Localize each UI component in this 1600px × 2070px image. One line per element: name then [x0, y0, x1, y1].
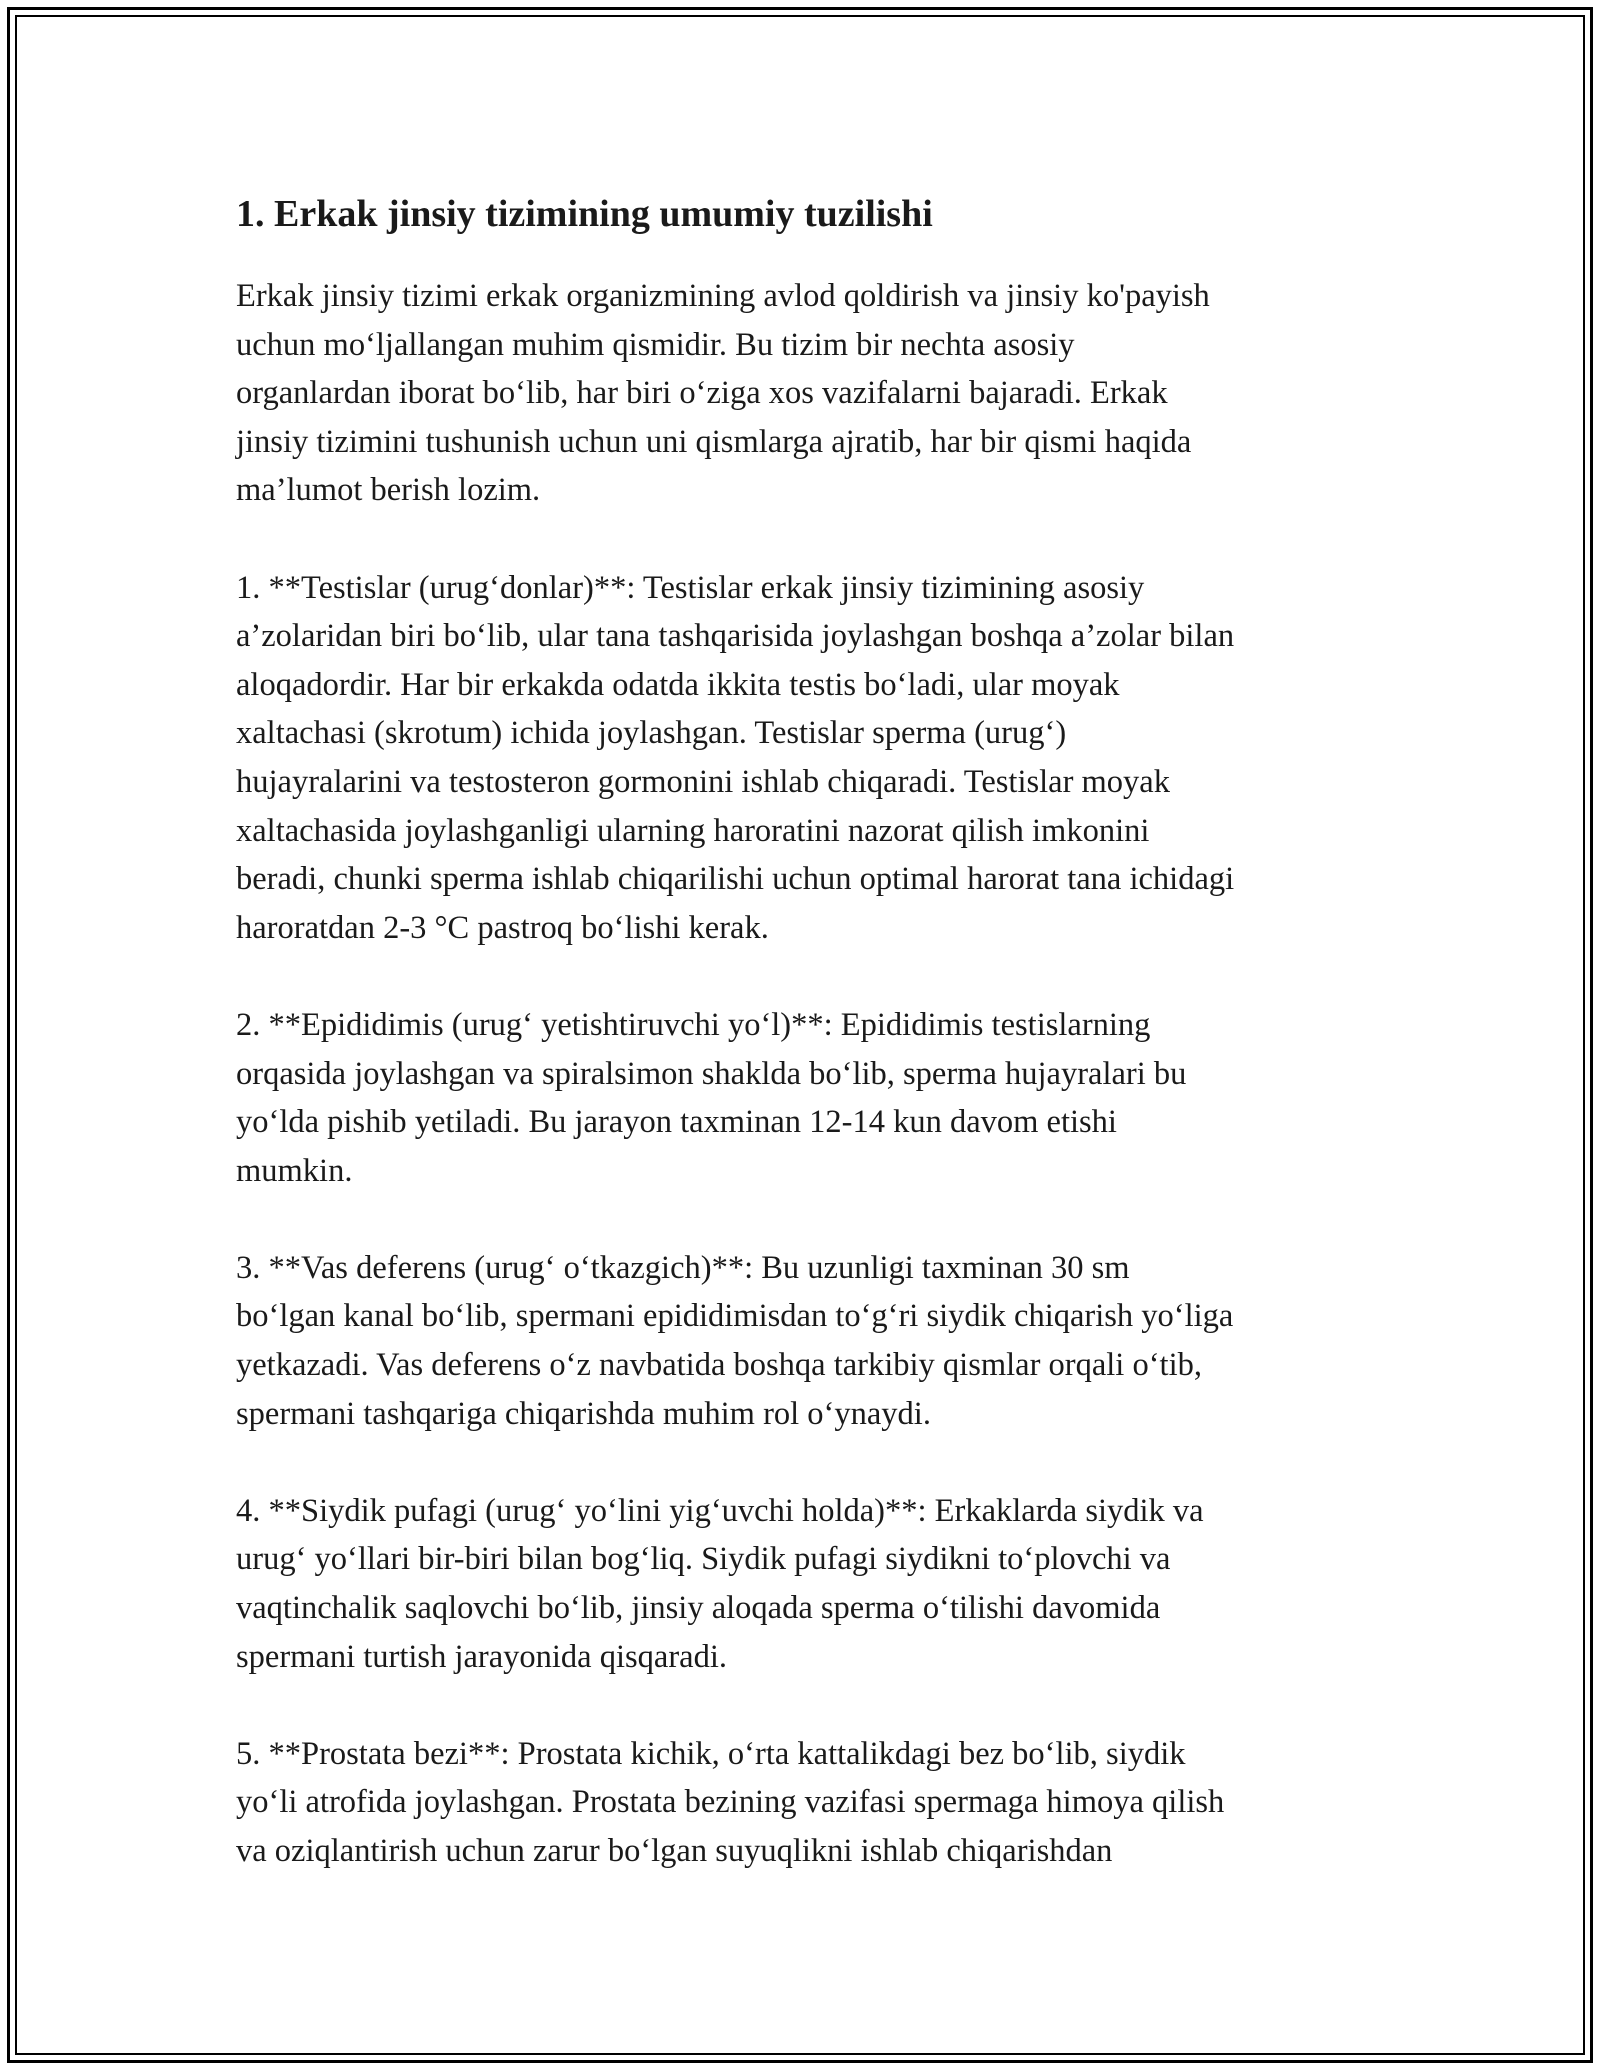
siydik-pufagi-paragraph: 4. **Siydik pufagi (urug‘ yo‘lini yig‘uvchi holda)**: Erkaklarda siydik va urug‘ yo‘llari bir-biri bilan bog‘liq. Siydik pufagi siydikni to‘plovchi va vaqtinchalik saqlovchi bo‘lib, jinsiy aloqada sperma o‘tilishi davomida spermani turtish jarayonida qisqaradi.: [236, 1492, 1204, 1675]
page-title: 1. Erkak jinsiy tizimining umumiy tuzilishi: [236, 193, 933, 235]
prostata-bezi-paragraph: 5. **Prostata bezi**: Prostata kichik, o‘rta kattalikdagi bez bo‘lib, siydik yo‘li atrofida joylashgan. Prostata bezining vazifasi spermaga himoya qilish va oziqlantirish uchun zarur bo‘lgan suyuqlikni ishlab chiqarishdan: [236, 1735, 1225, 1869]
intro-paragraph: Erkak jinsiy tizimi erkak organizmining avlod qoldirish va jinsiy ko'payish uchun mo‘ljallangan muhim qismidir. Bu tizim bir nechta asosiy organlardan iborat bo‘lib, har biri o‘ziga xos vazifalarni bajaradi. Erkak jinsiy tizimini tushunish uchun uni qismlarga ajratib, har bir qismi haqida ma’lumot berish lozim.: [236, 278, 1210, 509]
epididimis-paragraph: 2. **Epididimis (urug‘ yetishtiruvchi yo‘l)**: Epididimis testislarning orqasida joylashgan va spiralsimon shaklda bo‘lib, sperma hujayralari bu yo‘lda pishib yetiladi. Bu jarayon taxminan 12-14 kun davom etishi mumkin.: [236, 1006, 1187, 1189]
testislar-paragraph: 1. **Testislar (urug‘donlar)**: Testislar erkak jinsiy tizimining asosiy a’zolaridan biri bo‘lib, ular tana tashqarisida joylashgan boshqa a’zolar bilan aloqadordir. Har bir erkakda odatda ikkita testis bo‘ladi, ular moyak xaltachasi (skrotum) ichida joylashgan. Testislar sperma (urug‘) hujayralarini va testosteron gormonini ishlab chiqaradi. Testislar moyak xaltachasida joylashganligi ularning haroratini nazorat qilish imkonini beradi, chunki sperma ishlab chiqarilishi uchun optimal harorat tana ichidagi haroratdan 2-3 °C pastroq bo‘lishi kerak.: [236, 569, 1235, 946]
document-page: [236, 186, 1370, 1924]
vas-deferens-paragraph: 3. **Vas deferens (urug‘ o‘tkazgich)**: Bu uzunligi taxminan 30 sm bo‘lgan kanal bo‘lib, spermani epididimisdan to‘g‘ri siydik chiqarish yo‘liga yetkazadi. Vas deferens o‘z navbatida boshqa tarkibiy qismlar orqali o‘tib, spermani tashqariga chiqarishda muhim rol o‘ynaydi.: [236, 1249, 1234, 1432]
